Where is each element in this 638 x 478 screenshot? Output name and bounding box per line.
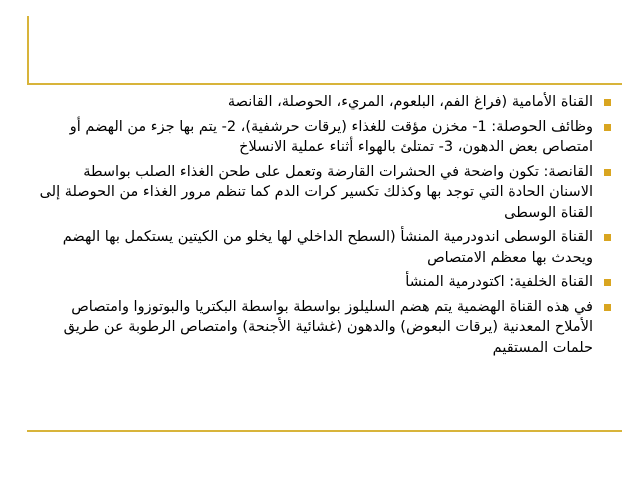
accent-vertical-line — [27, 16, 29, 83]
bullet-item — [36, 117, 611, 158]
square-bullet-icon — [604, 279, 611, 286]
bullet-item — [36, 162, 611, 224]
slide-content — [36, 92, 611, 362]
square-bullet-icon — [604, 99, 611, 106]
accent-bottom-rule — [27, 430, 622, 432]
square-bullet-icon — [604, 169, 611, 176]
bullet-text: القناة الخلفية: اكتودرمية المنشأ — [405, 274, 593, 290]
square-bullet-icon — [604, 304, 611, 311]
accent-top-rule — [27, 83, 622, 85]
bullet-text: في هذه القناة الهضمية يتم هضم السليلوز بواسطة بواسطة البكتريا والبوتوزوا وامتصاص الأملاح المعدنية (يرقات البعوض) والدهون (غشائية الأجنحة) وامتصاص الرطوبة عن طريق حلمات المستقيم — [63, 298, 593, 356]
bullet-item — [36, 92, 611, 113]
square-bullet-icon — [604, 234, 611, 241]
bullet-item — [36, 227, 611, 268]
bullet-list — [36, 92, 611, 358]
bullet-text: القناة الوسطى اندودرمية المنشأ (السطح الداخلي لها يخلو من الكيتين يستكمل بها الهضم ويحدث بها معظم الامتصاص — [62, 229, 593, 266]
bullet-item — [36, 272, 611, 293]
bullet-text: القناة الأمامية (فراغ الفم، البلعوم، المريء، الحوصلة، القانصة — [227, 94, 593, 110]
bullet-item — [36, 297, 611, 359]
bullet-text: وظائف الحوصلة: 1- مخزن مؤقت للغذاء (يرقات حرشفية)، 2- يتم بها جزء من الهضم أو امتصاص بعض الدهون، 3- تمتلئ بالهواء أثناء عملية الانسلاخ — [69, 118, 593, 155]
bullet-text: القانصة: تكون واضحة في الحشرات القارضة وتعمل على طحن الغذاء الصلب بواسطة الاسنان الحادة التي توجد بها وكذلك تكسير كرات الدم كما تنظم مرور الغذاء من الحوصلة إلى القناة الوسطى — [39, 163, 593, 221]
square-bullet-icon — [604, 124, 611, 131]
